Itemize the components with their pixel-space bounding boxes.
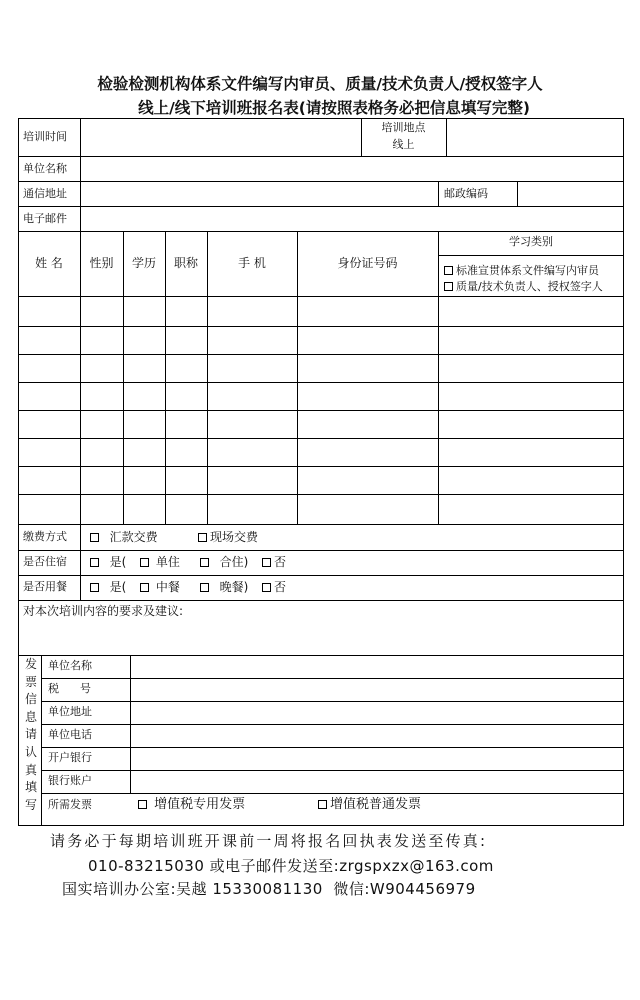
checkbox-icon — [90, 533, 99, 542]
study-option-quality-manager[interactable]: 质量/技术负责人、授权签字人 — [444, 280, 603, 294]
checkbox-icon — [138, 800, 147, 809]
unit-name-label: 单位名称 — [23, 162, 67, 175]
invoice-type-label: 所需发票 — [48, 798, 92, 811]
study-option-internal-auditor[interactable]: 标准宣贯体系文件编写内审员 — [444, 264, 599, 278]
address-label: 通信地址 — [23, 187, 67, 200]
payment-label: 缴费方式 — [23, 530, 67, 543]
meal-label: 是否用餐 — [23, 580, 67, 593]
col-study-type: 学习类别 — [509, 235, 553, 248]
checkbox-icon — [262, 558, 271, 567]
lodging-yes[interactable]: 是( — [90, 555, 126, 569]
meal-lunch[interactable]: 中餐 — [140, 580, 180, 594]
checkbox-icon — [444, 282, 453, 291]
checkbox-icon — [90, 558, 99, 567]
training-location-label: 培训地点 — [381, 121, 426, 134]
email-label: 电子邮件 — [23, 212, 67, 225]
lodging-no[interactable]: 否 — [262, 555, 286, 569]
col-gender: 性别 — [89, 256, 114, 270]
payment-option-onsite[interactable]: 现场交费 — [198, 530, 258, 544]
payment-option-transfer[interactable]: 汇款交费 — [90, 530, 158, 544]
checkbox-icon — [200, 558, 209, 567]
suggestions-label: 对本次培训内容的要求及建议: — [23, 604, 184, 618]
checkbox-icon — [90, 583, 99, 592]
registration-form-table — [18, 118, 624, 826]
invoice-unit-phone-label: 单位电话 — [48, 728, 92, 741]
form-title-line-2: 线上/线下培训班报名表(请按照表格务必把信息填写完整) — [138, 99, 530, 117]
col-id-number: 身份证号码 — [337, 256, 398, 270]
footer-contact-fax-email: 010-83215030 或电子邮件发送至:zrgspxzx@163.com — [88, 857, 494, 875]
checkbox-icon — [198, 533, 207, 542]
invoice-option-normal-vat[interactable]: 增值税普通发票 — [318, 798, 421, 812]
col-phone: 手 机 — [238, 256, 266, 270]
col-education: 学历 — [131, 256, 156, 270]
meal-no[interactable]: 否 — [262, 580, 286, 594]
invoice-bank-label: 开户银行 — [48, 751, 92, 764]
postcode-label: 邮政编码 — [444, 187, 488, 200]
invoice-unit-name-label: 单位名称 — [48, 659, 92, 672]
invoice-account-label: 银行账户 — [48, 774, 92, 787]
meal-dinner[interactable]: 晚餐) — [200, 580, 248, 594]
col-title: 职称 — [173, 256, 198, 270]
invoice-tax-number-label: 税 号 — [48, 682, 91, 695]
form-title-line-1: 检验检测机构体系文件编写内审员、质量/技术负责人/授权签字人 — [97, 75, 543, 93]
invoice-side-label: 发 票 信 息 请 认 真 填 写 — [24, 657, 37, 812]
checkbox-icon — [200, 583, 209, 592]
training-time-label: 培训时间 — [23, 130, 67, 143]
checkbox-icon — [140, 558, 149, 567]
checkbox-icon — [140, 583, 149, 592]
checkbox-icon — [444, 266, 453, 275]
meal-yes[interactable]: 是( — [90, 580, 126, 594]
training-location-online: 线上 — [392, 138, 415, 151]
checkbox-icon — [318, 800, 327, 809]
lodging-shared[interactable]: 合住) — [200, 555, 248, 569]
invoice-unit-address-label: 单位地址 — [48, 705, 92, 718]
invoice-option-special-vat[interactable]: 增值税专用发票 — [138, 798, 245, 812]
lodging-label: 是否住宿 — [23, 555, 67, 568]
lodging-single[interactable]: 单住 — [140, 555, 180, 569]
footer-instruction: 请务必于每期培训班开课前一周将报名回执表发送至传真: — [50, 832, 488, 850]
checkbox-icon — [262, 583, 271, 592]
footer-office-contact: 国实培训办公室:吴越 15330081130 微信:W904456979 — [62, 880, 476, 898]
col-name: 姓 名 — [35, 256, 63, 270]
